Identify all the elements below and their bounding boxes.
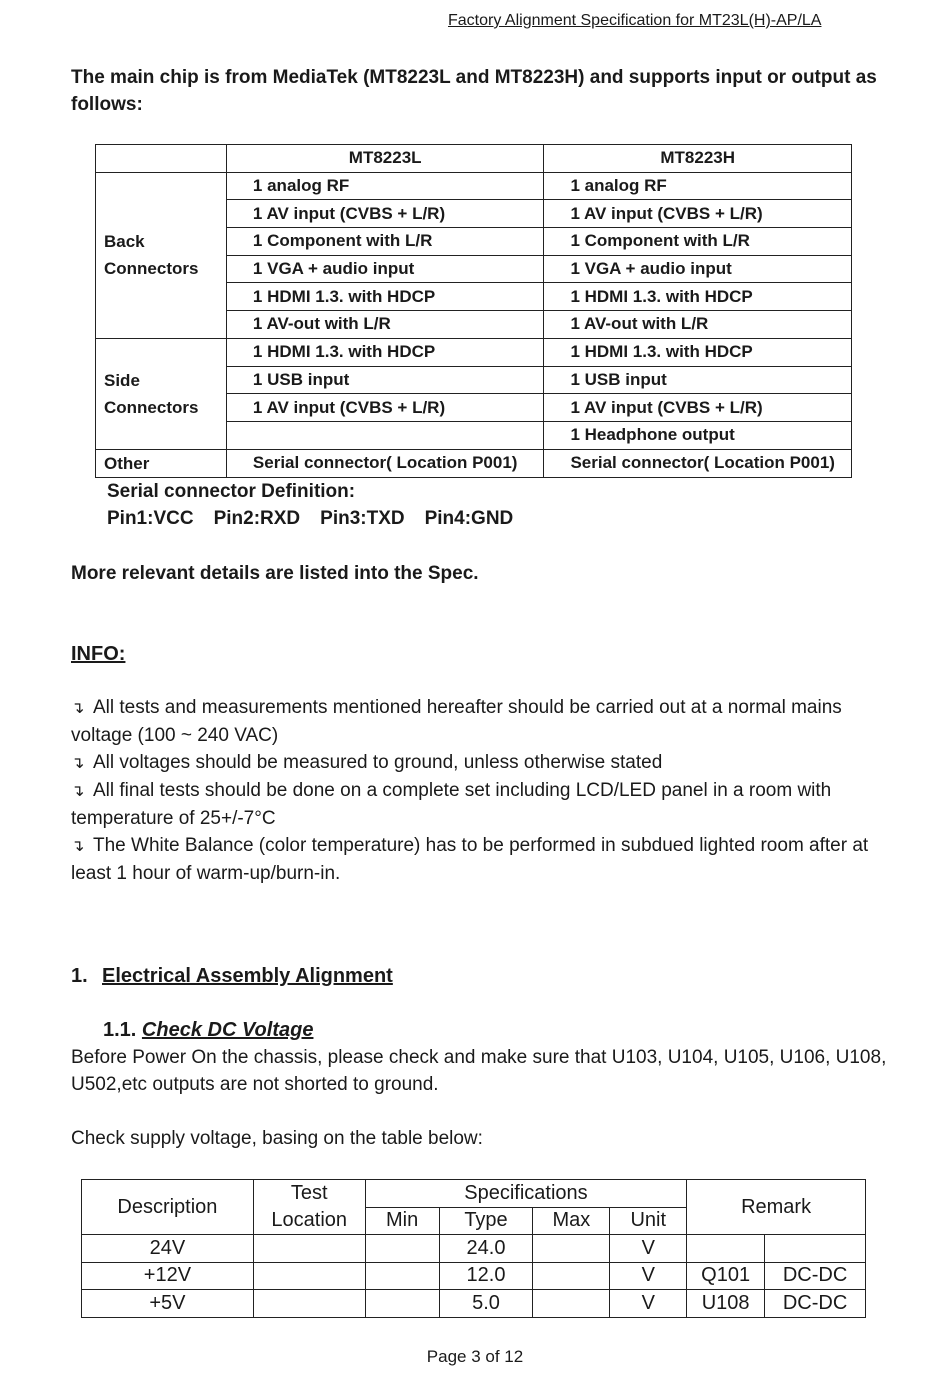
table-row: [82, 1290, 866, 1318]
group-other: Other: [96, 449, 227, 477]
table-row: [96, 172, 852, 200]
power-on-check-text: Before Power On the chassis, please check and make sure that U103, U104, U105, U106, U108, U502,etc outputs are not shorted to ground.: [71, 1047, 887, 1095]
cell-h: 1 HDMI 1.3. with HDCP: [544, 283, 852, 311]
section-number: 1.: [71, 965, 88, 987]
cell-h: 1 Headphone output: [544, 421, 852, 449]
voltage-spec-table: [81, 1179, 866, 1318]
cell-min: [365, 1262, 439, 1290]
cell-l: 1 HDMI 1.3. with HDCP: [226, 338, 544, 366]
header-unit: Unit: [610, 1207, 687, 1235]
cell-h: 1 AV input (CVBS + L/R): [544, 200, 852, 228]
cell-l: 1 AV input (CVBS + L/R): [226, 394, 544, 422]
group-back-connectors: Back Connectors: [96, 172, 227, 338]
check-supply-text: Check supply voltage, basing on the table below:: [71, 1128, 483, 1149]
cell-max: [533, 1290, 610, 1318]
cell-l: 1 Component with L/R: [226, 228, 544, 256]
pin-1: Pin1:VCC: [107, 508, 194, 529]
section-1-1-heading: [103, 1019, 313, 1042]
table-row: [96, 449, 852, 477]
header-type: Type: [439, 1207, 533, 1235]
cell-remark-1: Q101: [687, 1262, 765, 1290]
subsection-title: Check DC Voltage: [141, 1019, 314, 1041]
cell-h: 1 HDMI 1.3. with HDCP: [544, 338, 852, 366]
header-description: Description: [82, 1180, 254, 1235]
info-bullet-list: [71, 694, 886, 887]
header-mt8223l: MT8223L: [226, 145, 544, 173]
cell-test-location: [253, 1262, 365, 1290]
cell-l: 1 AV input (CVBS + L/R): [226, 200, 544, 228]
list-item: ↴ The White Balance (color temperature) has to be performed in subdued lighted room after at least 1 hour of warm-up/burn-in.: [71, 835, 869, 884]
cell-remark-2: [765, 1235, 866, 1263]
cell-description: 24V: [82, 1235, 254, 1263]
cell-min: [365, 1290, 439, 1318]
cell-h: 1 Component with L/R: [544, 228, 852, 256]
cell-remark-1: U108: [687, 1290, 765, 1318]
group-side-connectors: Side Connectors: [96, 338, 227, 449]
cell-unit: V: [610, 1235, 687, 1263]
cell-h: 1 VGA + audio input: [544, 255, 852, 283]
header-min: Min: [365, 1207, 439, 1235]
cell-l: 1 VGA + audio input: [226, 255, 544, 283]
cell-description: +12V: [82, 1262, 254, 1290]
cell-remark-1: [687, 1235, 765, 1263]
section-title: Electrical Assembly Alignment: [102, 965, 393, 987]
info-heading: INFO:: [71, 643, 126, 665]
cell-min: [365, 1235, 439, 1263]
cell-test-location: [253, 1235, 365, 1263]
pin-3: Pin3:TXD: [320, 508, 405, 529]
serial-pin-list: [107, 508, 533, 530]
arrow-bullet-icon: ↴: [71, 838, 85, 855]
list-item: ↴ All final tests should be done on a complete set including LCD/LED panel in a room with temperature of 25+/-7°C: [71, 780, 832, 829]
cell-description: +5V: [82, 1290, 254, 1318]
arrow-bullet-icon: ↴: [71, 755, 85, 772]
cell-unit: V: [610, 1262, 687, 1290]
voltage-table-header: [82, 1180, 866, 1208]
cell-h: 1 AV input (CVBS + L/R): [544, 394, 852, 422]
cell-type: 5.0: [439, 1290, 533, 1318]
cell-l: Serial connector( Location P001): [226, 449, 544, 477]
cell-l: 1 AV-out with L/R: [226, 311, 544, 339]
cell-max: [533, 1235, 610, 1263]
cell-h: 1 AV-out with L/R: [544, 311, 852, 339]
cell-l: [226, 421, 544, 449]
page-number: Page 3 of 12: [426, 1347, 524, 1366]
serial-definition-title: Serial connector Definition:: [107, 481, 356, 502]
chip-table-header: [96, 145, 852, 173]
more-details-text: More relevant details are listed into the Spec.: [71, 563, 479, 584]
document-header: Factory Alignment Specification for MT23L(H)-AP/LA: [448, 12, 822, 29]
arrow-bullet-icon: ↴: [71, 700, 85, 717]
cell-max: [533, 1262, 610, 1290]
cell-type: 24.0: [439, 1235, 533, 1263]
intro-text: The main chip is from MediaTek (MT8223L and MT8223H) and supports input or output as follows:: [71, 67, 877, 115]
cell-test-location: [253, 1290, 365, 1318]
cell-type: 12.0: [439, 1262, 533, 1290]
subsection-number: 1.1.: [103, 1019, 137, 1041]
cell-l: 1 analog RF: [226, 172, 544, 200]
header-mt8223h: MT8223H: [544, 145, 852, 173]
arrow-bullet-icon: ↴: [71, 783, 85, 800]
cell-remark-2: DC-DC: [765, 1262, 866, 1290]
cell-l: 1 USB input: [226, 366, 544, 394]
cell-unit: V: [610, 1290, 687, 1318]
header-max: Max: [533, 1207, 610, 1235]
header-blank-cell: [96, 145, 227, 173]
chip-io-table: [95, 144, 852, 478]
header-test-location: Test Location: [253, 1180, 365, 1235]
table-row: [82, 1262, 866, 1290]
cell-h: 1 USB input: [544, 366, 852, 394]
pin-2: Pin2:RXD: [213, 508, 301, 529]
table-row: [82, 1235, 866, 1263]
pin-4: Pin4:GND: [424, 508, 514, 529]
table-row: [96, 338, 852, 366]
header-specifications: Specifications: [365, 1180, 687, 1208]
cell-l: 1 HDMI 1.3. with HDCP: [226, 283, 544, 311]
cell-remark-2: DC-DC: [765, 1290, 866, 1318]
list-item: ↴ All tests and measurements mentioned hereafter should be carried out at a normal mains voltage (100 ~ 240 VAC): [71, 697, 842, 746]
list-item: ↴ All voltages should be measured to ground, unless otherwise stated: [71, 749, 886, 777]
section-1-heading: [71, 965, 393, 988]
cell-h: Serial connector( Location P001): [544, 449, 852, 477]
header-remark: Remark: [687, 1180, 866, 1235]
cell-h: 1 analog RF: [544, 172, 852, 200]
